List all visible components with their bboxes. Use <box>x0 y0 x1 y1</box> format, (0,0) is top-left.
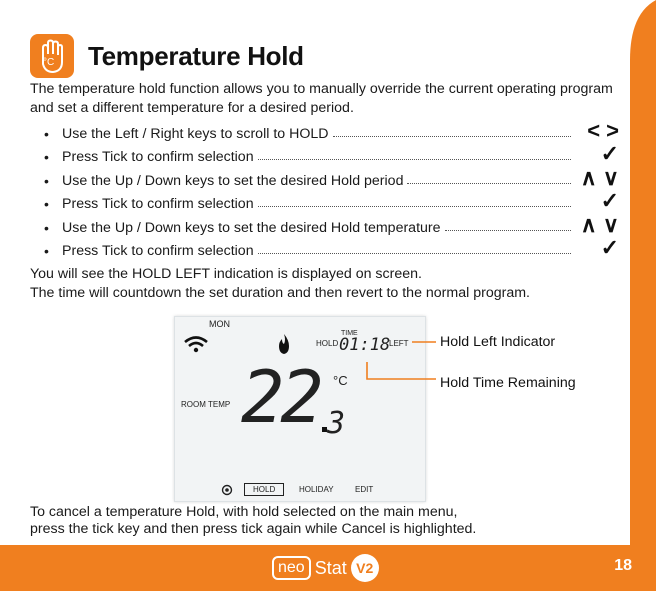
up-down-arrows-icon: ∧ ∨ <box>580 211 619 237</box>
intro-paragraph: The temperature hold function allows you to manually override the current operating program and set a different temperature for a desired period. <box>30 81 613 116</box>
step-text: Press Tick to confirm selection <box>62 149 254 165</box>
step-text: Use the Left / Right keys to scroll to HOLD <box>62 125 329 142</box>
bullet: • <box>44 219 49 236</box>
cancel-instructions <box>30 504 590 538</box>
page-footer <box>0 545 656 591</box>
menu-edit-item: EDIT <box>355 485 374 494</box>
hold-time-readout: 01:18 <box>339 335 391 355</box>
logo-v2-badge: V2 <box>351 554 379 582</box>
step-text: Use the Up / Down keys to set the desired Hold temperature <box>62 219 441 236</box>
step-text: Use the Up / Down keys to set the desired Hold period <box>62 172 404 189</box>
callout-hold-left: Hold Left Indicator <box>440 334 556 350</box>
menu-hold-item: HOLD <box>244 483 284 496</box>
bullet: • <box>44 125 49 142</box>
bullet: • <box>44 172 49 189</box>
left-right-arrows-icon: < > <box>587 117 619 143</box>
temperature-decimal: 3 <box>327 406 346 441</box>
bullet: • <box>44 196 49 212</box>
logo-stat: Stat <box>314 557 347 578</box>
day-label: MON <box>209 319 230 329</box>
step-text: Press Tick to confirm selection <box>62 243 254 259</box>
cancel-line: To cancel a temperature Hold, with hold selected on the main menu, <box>30 504 458 520</box>
tick-icon: ✓ <box>600 141 619 166</box>
callout-hold-time: Hold Time Remaining <box>440 375 576 391</box>
page-number: 18 <box>614 557 632 574</box>
temperature-unit: °C <box>333 373 348 388</box>
tick-icon: ✓ <box>600 188 619 213</box>
bullet: • <box>44 149 49 165</box>
bullet: • <box>44 243 49 259</box>
logo-neo: neo <box>272 556 311 580</box>
note-line: The time will countdown the set duration and then revert to the normal program. <box>30 285 530 301</box>
room-temp-label: ROOM TEMP <box>181 400 231 409</box>
neostat-logo <box>272 553 379 583</box>
page-title: Temperature Hold <box>88 40 304 71</box>
tick-icon: ✓ <box>600 235 619 260</box>
left-indicator: LEFT <box>389 339 409 348</box>
note-line: You will see the HOLD LEFT indication is displayed on screen. <box>30 266 422 282</box>
time-label: TIME <box>341 330 358 337</box>
step-text: Press Tick to confirm selection <box>62 196 254 212</box>
up-down-arrows-icon: ∧ ∨ <box>580 164 619 190</box>
cancel-line: press the tick key and then press tick again while Cancel is highlighted. <box>30 521 477 537</box>
svg-text:°C: °C <box>43 57 55 68</box>
menu-holiday-item: HOLIDAY <box>299 485 334 494</box>
temperature-main: 22 <box>241 355 320 439</box>
hold-indicator: HOLD <box>316 339 339 348</box>
